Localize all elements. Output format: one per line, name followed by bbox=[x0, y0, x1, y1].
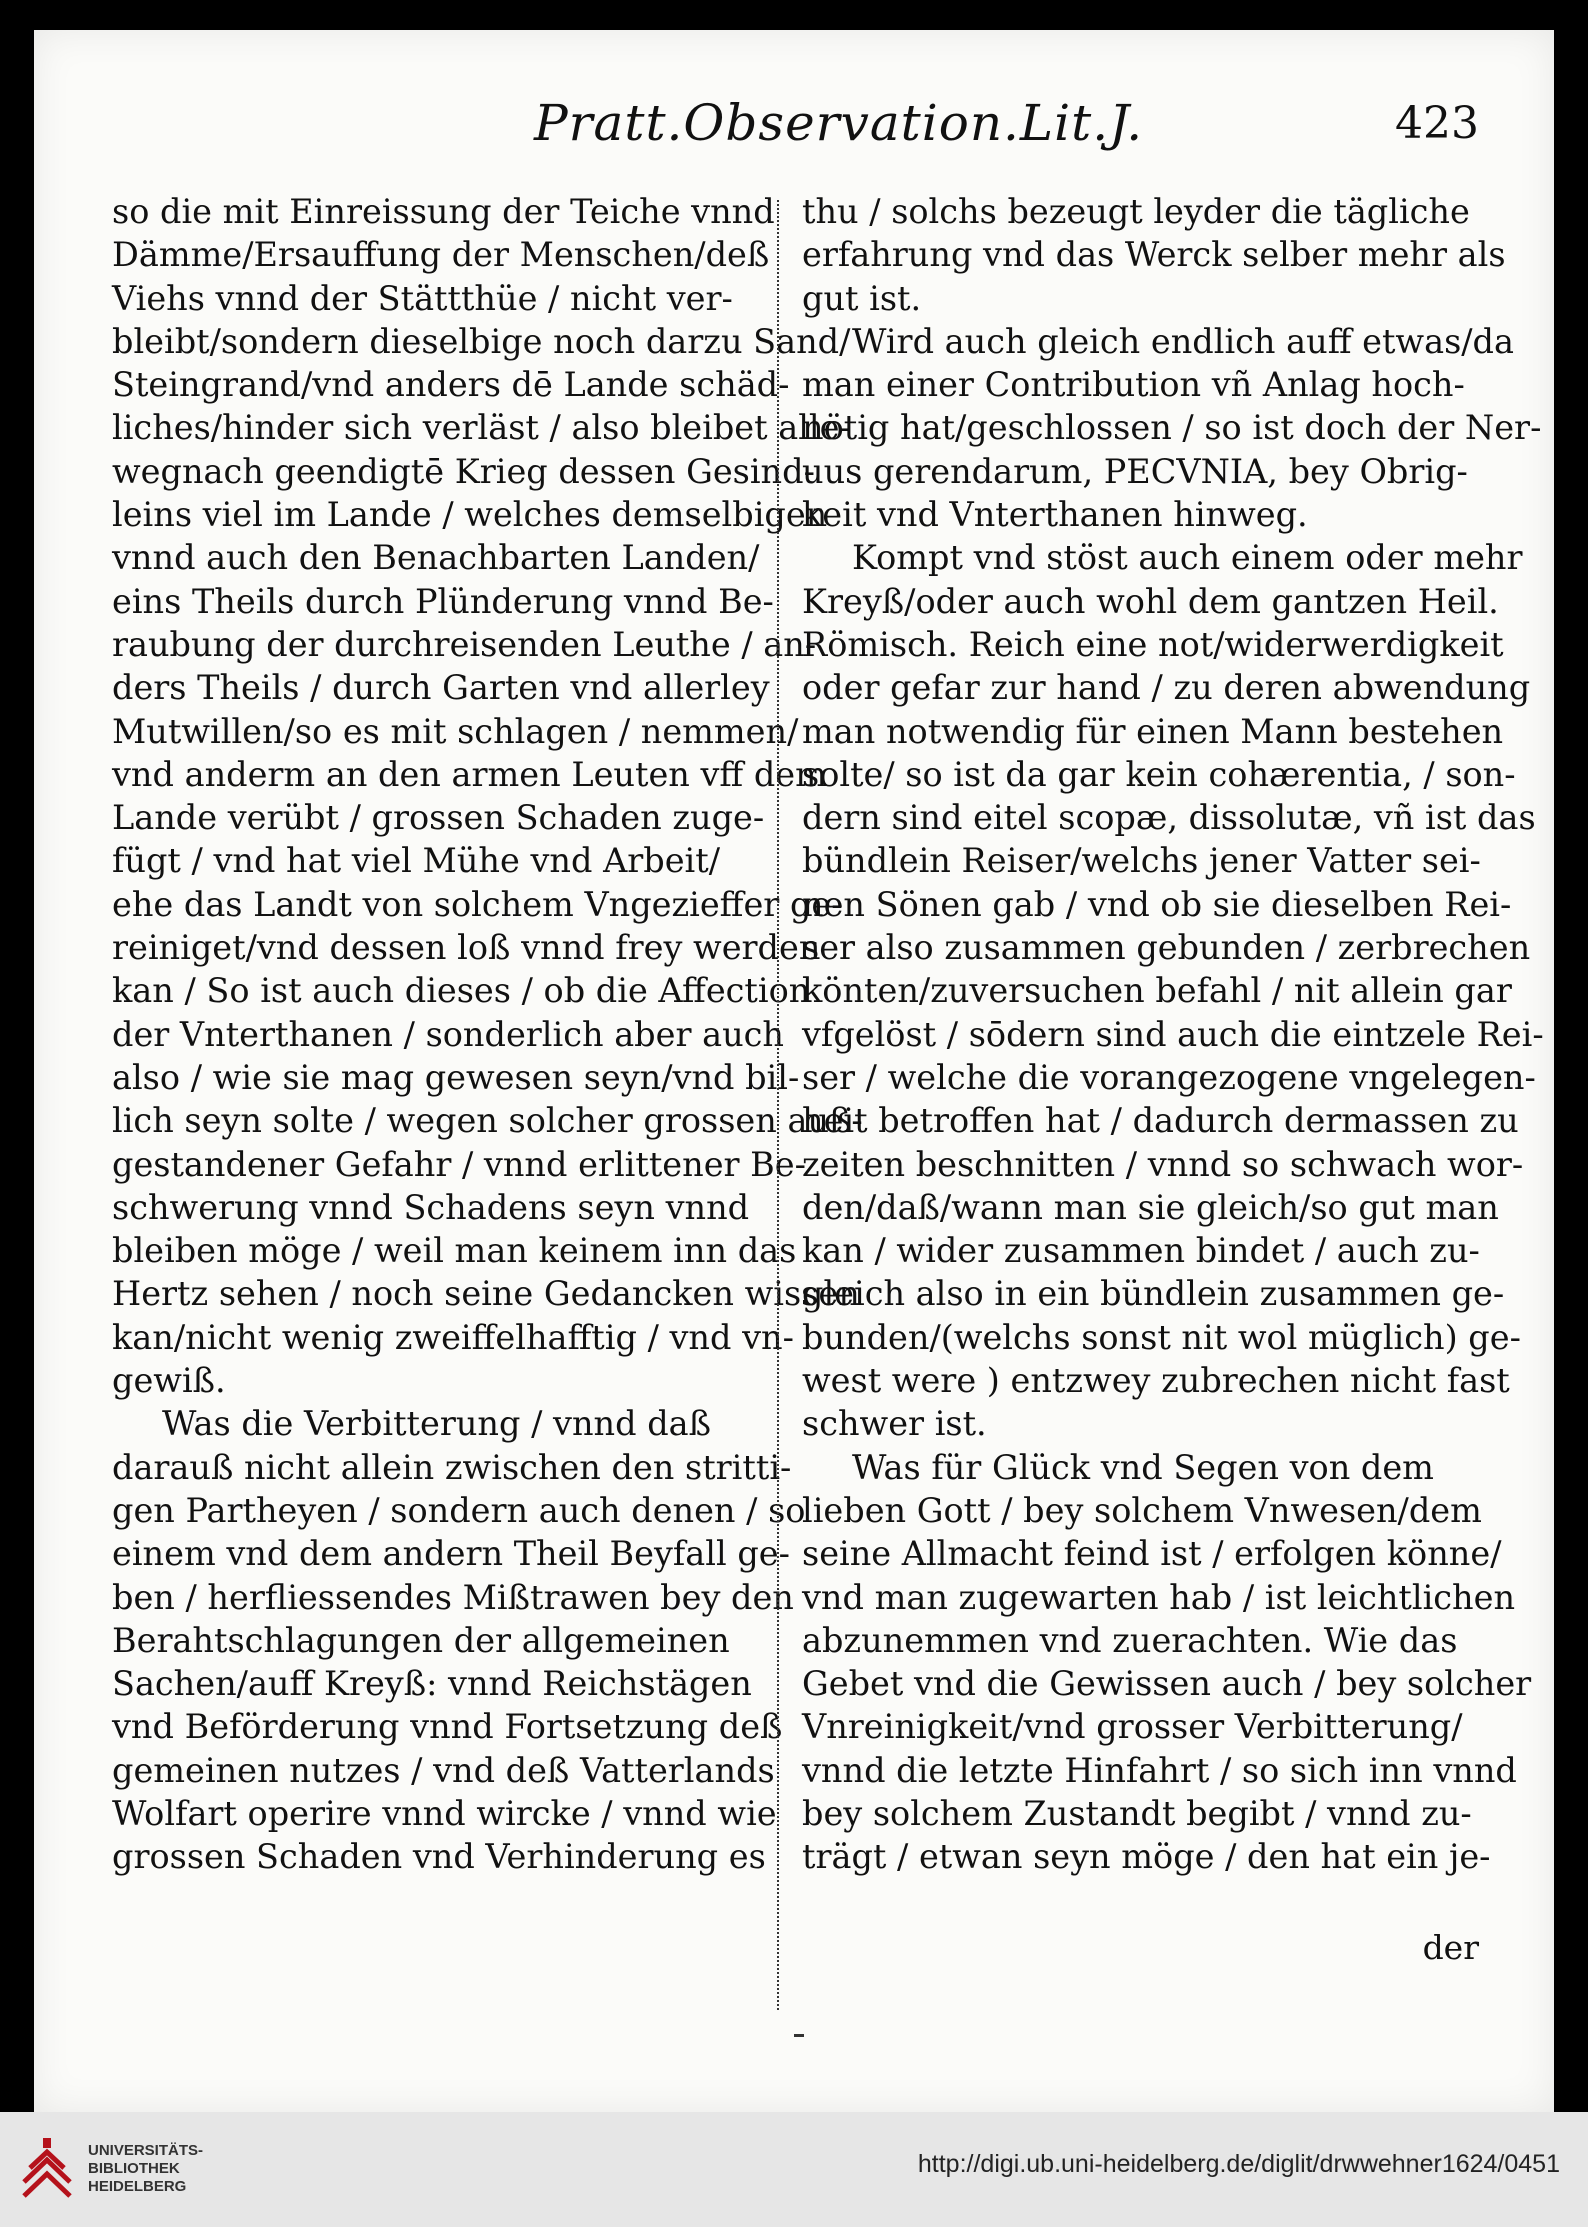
text-line: ser / welche die vorangezogene vngelegen- bbox=[802, 1057, 1536, 1097]
text-line: vnd man zugewarten hab / ist leichtlichen bbox=[802, 1577, 1516, 1617]
text-line: lieben Gott / bey solchem Vnwesen/dem bbox=[802, 1490, 1482, 1530]
text-line: darauß nicht allein zwischen den stritti- bbox=[112, 1447, 792, 1487]
text-line: Wird auch gleich endlich auff etwas/da bbox=[852, 321, 1514, 361]
text-line: Wolfart operire vnnd wircke / vnnd wie bbox=[112, 1793, 777, 1833]
text-line: Lande verübt / grossen Schaden zuge- bbox=[112, 798, 765, 838]
text-line: einem vnd dem andern Theil Beyfall ge- bbox=[112, 1534, 790, 1574]
text-line: also / wie sie mag gewesen seyn/vnd bil- bbox=[112, 1057, 800, 1097]
text-line: vnd Beförderung vnnd Fortsetzung deß bbox=[112, 1707, 783, 1747]
text-line: schwer ist. bbox=[802, 1404, 987, 1444]
text-line: man notwendig für einen Mann bestehen bbox=[802, 711, 1504, 751]
text-line: schwerung vnnd Schadens seyn vnnd bbox=[112, 1187, 750, 1227]
text-line: abzunemmen vnd zuerachten. Wie das bbox=[802, 1620, 1458, 1660]
running-head bbox=[514, 90, 1479, 170]
text-line: lich seyn solte / wegen solcher grossen auß- bbox=[112, 1101, 863, 1141]
text-line: Vnreinigkeit/vnd grosser Verbitterung/ bbox=[802, 1707, 1463, 1747]
text-line: so die mit Einreissung der Teiche vnnd bbox=[112, 192, 775, 231]
text-line: gemeinen nutzes / vnd deß Vatterlands bbox=[112, 1750, 775, 1790]
text-line: vnnd die letzte Hinfahrt / so sich inn vnnd bbox=[802, 1750, 1517, 1790]
book-page bbox=[34, 30, 1554, 2112]
text-line: kan / wider zusammen bindet / auch zu- bbox=[802, 1231, 1480, 1271]
text-line: nen Sönen gab / vnd ob sie dieselben Rei- bbox=[802, 884, 1512, 924]
text-line: reiniget/vnd dessen loß vnnd frey werden bbox=[112, 928, 821, 968]
page-number: 423 bbox=[1395, 98, 1479, 149]
text-line: ehe das Landt von solchem Vngezieffer ge- bbox=[112, 884, 843, 924]
text-line: eins Theils durch Plünderung vnnd Be- bbox=[112, 581, 774, 621]
text-line: könten/zuversuchen befahl / nit allein gar bbox=[802, 971, 1512, 1011]
text-line: grossen Schaden vnd Verhinderung es bbox=[112, 1837, 766, 1877]
text-line: gestandener Gefahr / vnnd erlittener Be- bbox=[112, 1144, 806, 1184]
text-line: bey solchem Zustandt begibt / vnnd zu- bbox=[802, 1793, 1472, 1833]
text-line: dern sind eitel scopæ, dissolutæ, vñ ist das bbox=[802, 798, 1536, 838]
text-line: Hertz sehen / noch seine Gedancken wissen bbox=[112, 1274, 860, 1314]
text-line: Kompt vnd stöst auch einem oder mehr bbox=[852, 538, 1523, 578]
source-url-link[interactable]: http://digi.ub.uni-heidelberg.de/diglit/drwwehner1624/0451 bbox=[917, 2150, 1560, 2178]
text-line: zeiten beschnitten / vnnd so schwach wor- bbox=[802, 1144, 1524, 1184]
text-line: Was die Verbitterung / vnnd daß bbox=[162, 1404, 711, 1444]
text-line: Kreyß/oder auch wohl dem gantzen Heil. bbox=[802, 581, 1499, 621]
text-line: wegnach geendigtē Krieg dessen Gesind- bbox=[112, 451, 815, 491]
library-name-line: BIBLIOTHEK bbox=[88, 2160, 180, 2177]
university-library-logo-icon bbox=[16, 2130, 78, 2210]
text-line: der Vnterthanen / sonderlich aber auch bbox=[112, 1014, 784, 1054]
viewer-footer bbox=[0, 2112, 1588, 2227]
text-line: uus gerendarum, PECVNIA, bey Obrig- bbox=[802, 451, 1468, 491]
text-line: gut ist. bbox=[802, 278, 922, 318]
text-line: trägt / etwan seyn möge / den hat ein je- bbox=[802, 1837, 1491, 1877]
text-line: gleich also in ein bündlein zusammen ge- bbox=[802, 1274, 1505, 1314]
text-line: ders Theils / durch Garten vnd allerley bbox=[112, 668, 770, 708]
library-name-line: HEIDELBERG bbox=[88, 2178, 187, 2195]
text-line: kan/nicht wenig zweiffelhafftig / vnd vn- bbox=[112, 1317, 794, 1357]
text-line: bunden/(welchs sonst nit wol müglich) ge- bbox=[802, 1317, 1521, 1357]
text-line: Römisch. Reich eine not/widerwerdigkeit bbox=[802, 624, 1504, 664]
text-line: seine Allmacht feind ist / erfolgen könne/ bbox=[802, 1534, 1502, 1574]
text-line: Berahtschlagungen der allgemeinen bbox=[112, 1620, 730, 1660]
text-line: vnnd auch den Benachbarten Landen/ bbox=[112, 538, 760, 578]
text-line: vfgelöst / sōdern sind auch die eintzele Rei- bbox=[802, 1014, 1544, 1054]
text-line: nötig hat/geschlossen / so ist doch der Ner- bbox=[802, 408, 1542, 448]
text-line: Mutwillen/so es mit schlagen / nemmen/ bbox=[112, 711, 799, 751]
text-line: bündlein Reiser/welchs jener Vatter sei- bbox=[802, 841, 1481, 881]
text-line: gewiß. bbox=[112, 1361, 226, 1401]
text-line: ser also zusammen gebunden / zerbrechen bbox=[802, 928, 1531, 968]
text-line: liches/hinder sich verläst / also bleibet alle- bbox=[112, 408, 851, 448]
printer-mark bbox=[794, 2034, 804, 2037]
text-line: fügt / vnd hat viel Mühe vnd Arbeit/ bbox=[112, 841, 721, 881]
text-line: bleibt/sondern dieselbige noch darzu Sand/ bbox=[112, 321, 851, 361]
text-line: den/daß/wann man sie gleich/so gut man bbox=[802, 1187, 1499, 1227]
text-line: vnd anderm an den armen Leuten vff dem bbox=[112, 754, 827, 794]
text-line: Dämme/Ersauffung der Menschen/deß bbox=[112, 235, 770, 275]
text-line: man einer Contribution vñ Anlag hoch- bbox=[802, 365, 1465, 405]
text-line: Steingrand/vnd anders dē Lande schäd- bbox=[112, 365, 790, 405]
text-line: bleiben möge / weil man keinem inn das bbox=[112, 1231, 797, 1271]
text-line: leins viel im Lande / welches demselbigen bbox=[112, 495, 828, 535]
text-line: Viehs vnnd der Stättthüe / nicht ver- bbox=[112, 278, 733, 318]
running-title: Pratt.Observation.Lit.J. bbox=[534, 94, 1144, 152]
column-divider bbox=[777, 200, 779, 2010]
text-line: Sachen/auff Kreyß: vnnd Reichstägen bbox=[112, 1664, 752, 1704]
text-line: gen Partheyen / sondern auch denen / so bbox=[112, 1490, 806, 1530]
text-line: ben / herfliessendes Mißtrawen bey den bbox=[112, 1577, 794, 1617]
library-name-line: UNIVERSITÄTS- bbox=[88, 2142, 204, 2159]
text-line: kan / So ist auch dieses / ob die Affection bbox=[112, 971, 811, 1011]
text-line: thu / solchs bezeugt leyder die tägliche bbox=[802, 192, 1470, 231]
text-line: Was für Glück vnd Segen von dem bbox=[852, 1447, 1434, 1487]
text-line: keit vnd Vnterthanen hinweg. bbox=[802, 495, 1308, 535]
text-line: raubung der durchreisenden Leuthe / an- bbox=[112, 624, 817, 664]
text-line: west were ) entzwey zubrechen nicht fast bbox=[802, 1361, 1510, 1401]
text-line: Gebet vnd die Gewissen auch / bey solcher bbox=[802, 1664, 1532, 1704]
catchword: der bbox=[1422, 1928, 1479, 1967]
library-name bbox=[88, 2142, 203, 2196]
right-text-column bbox=[802, 190, 1544, 1879]
text-line: erfahrung vnd das Werck selber mehr als bbox=[802, 235, 1506, 275]
text-line: oder gefar zur hand / zu deren abwendung bbox=[802, 668, 1531, 708]
text-line: solte/ so ist da gar kein cohærentia, / son- bbox=[802, 754, 1516, 794]
text-line: heit betroffen hat / dadurch dermassen zu bbox=[802, 1101, 1519, 1141]
